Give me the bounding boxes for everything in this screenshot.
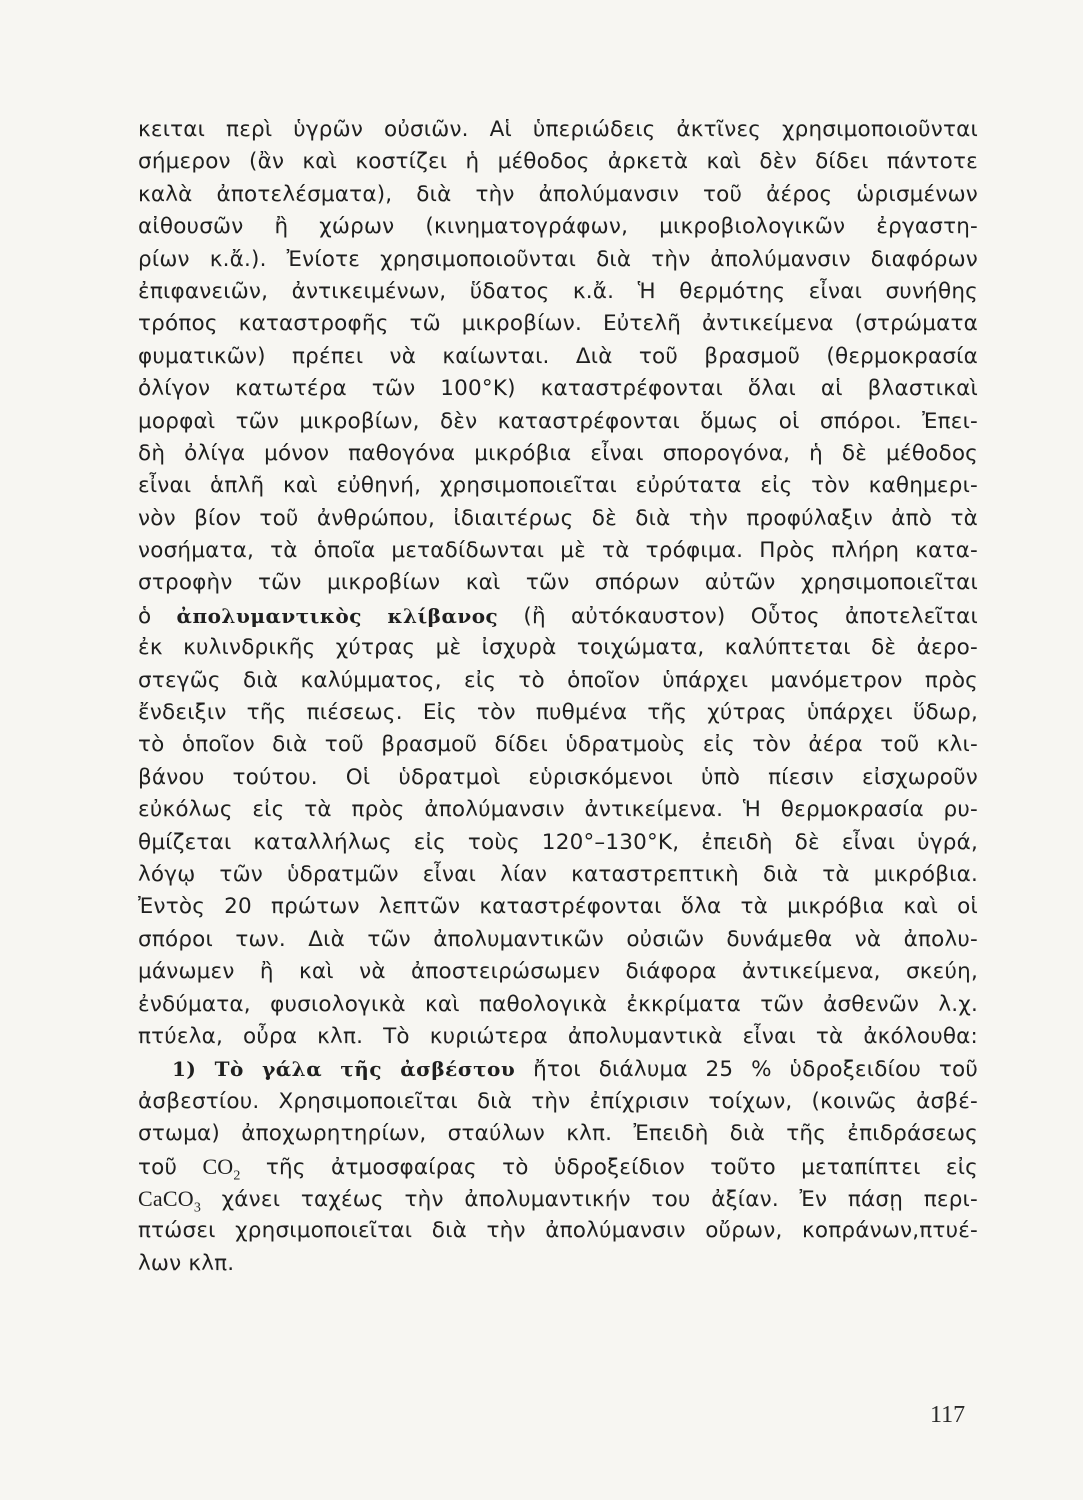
text-line-34 xyxy=(138,1183,978,1215)
text-line-11: δὴ ὀλίγα μόνον παθογόνα μικρόβια εἶναι σπορογόνα, ἡ δὲ μέθοδος xyxy=(138,440,978,466)
co2-lead: τοῦ xyxy=(138,1154,203,1180)
text-line-1: κειται περὶ ὑγρῶν οὐσιῶν. Αἱ ὑπεριώδεις ἀκτῖνες χρησιμοποιοῦνται xyxy=(138,117,978,142)
text-line-22: εὐκόλως εἰς τὰ πρὸς ἀπολύμανσιν ἀντικείμενα. Ἡ θερμοκρασία ρυ- xyxy=(138,797,978,823)
text-line-7: τρόπος καταστροφῆς τῶ μικροβίων. Εὐτελῆ ἀντικείμενα (στρώματα xyxy=(138,311,978,337)
text-line-27: μάνωμεν ἢ καὶ νὰ ἀποστειρώσωμεν διάφορα ἀντικείμενα, σκεύη, xyxy=(138,959,978,985)
text-line-9: ὀλίγον κατωτέρα τῶν 100°Κ) καταστρέφονται ὅλαι αἱ βλαστικαὶ xyxy=(138,376,978,402)
list-item-1 xyxy=(138,1053,978,1085)
text-line-35: πτώσει χρησιμοποιεῖται διὰ τὴν ἀπολύμανσιν οὔρων, κοπράνων,πτυέ- xyxy=(138,1218,978,1244)
text-line-12: εἶναι ἁπλῆ καὶ εὐθηνή, χρησιμοποιεῖται εὐρύτατα εἰς τὸν καθημερι- xyxy=(138,473,978,499)
text-line-4: αἰθουσῶν ἢ χώρων (κινηματογράφων, μικροβιολογικῶν ἐργαστη- xyxy=(138,214,978,240)
text-line-28: ἐνδύματα, φυσιολογικὰ καὶ παθολογικὰ ἐκκρίματα τῶν ἀσθενῶν λ.χ. xyxy=(138,991,978,1017)
text-line-31: ἀσβεστίου. Χρησιμοποιεῖται διὰ τὴν ἐπίχρισιν τοίχων, (κοινῶς ἀσβέ- xyxy=(138,1088,978,1114)
text-line-15: στροφὴν τῶν μικροβίων καὶ τῶν σπόρων αὐτῶν χρησιμοποιεῖται xyxy=(138,570,978,596)
line-16-rest: (ἢ αὐτόκαυστον) Οὗτος ἀποτελεῖται xyxy=(498,603,979,629)
bold-term-autoclave: ἀπολυμαντικὸς κλίβανος xyxy=(176,603,499,628)
text-line-19: ἔνδειξιν τῆς πιέσεως. Εἰς τὸν πυθμένα τῆς χύτρας ὑπάρχει ὕδωρ, xyxy=(138,700,978,726)
caco3-subscript: 3 xyxy=(193,1200,202,1216)
text-line-23: θμίζεται καταλλήλως εἰς τοὺς 120°–130°Κ, ἐπειδὴ δὲ εἶναι ὑγρά, xyxy=(138,829,978,855)
text-line-16 xyxy=(138,600,978,632)
text-line-10: μορφαὶ τῶν μικροβίων, δὲν καταστρέφονται ὅμως οἱ σπόροι. Ἐπει- xyxy=(138,408,978,434)
page-number: 117 xyxy=(930,1402,966,1428)
text-line-29: πτύελα, οὖρα κλπ. Τὸ κυριώτερα ἀπολυμαντικὰ εἶναι τὰ ἀκόλουθα: xyxy=(138,1023,978,1049)
list-item-1-rest: ἤτοι διάλυμα 25 % ὑδροξειδίου τοῦ xyxy=(515,1057,978,1083)
text-line-26: σπόροι των. Διὰ τῶν ἀπολυμαντικῶν οὐσιῶν δυνάμεθα νὰ ἀπολυ- xyxy=(138,926,978,952)
text-line-21: βάνου τούτου. Οἱ ὑδρατμοὶ εὑρισκόμενοι ὑπὸ πίεσιν εἰσχωροῦν xyxy=(138,764,978,790)
line-16-lead: ὁ xyxy=(138,603,177,629)
text-line-8: φυματικῶν) πρέπει νὰ καίωνται. Διὰ τοῦ βρασμοῦ (θερμοκρασία xyxy=(138,343,978,369)
body-text xyxy=(138,114,978,1280)
text-line-32: στωμα) ἀποχωρητηρίων, σταύλων κλπ. Ἐπειδὴ διὰ τῆς ἐπιδράσεως xyxy=(138,1121,978,1147)
text-line-25: Ἐντὸς 20 πρώτων λεπτῶν καταστρέφονται ὅλα τὰ μικρόβια καὶ οἱ xyxy=(138,894,978,920)
caco3-rest: χάνει ταχέως τὴν ἀπολυμαντικήν του ἀξίαν. Ἐν πάσῃ περι- xyxy=(201,1186,978,1212)
text-line-5: ρίων κ.ἄ.). Ἐνίοτε χρησιμοποιοῦνται διὰ τὴν ἀπολύμανσιν διαφόρων xyxy=(138,246,978,272)
co2-formula: CO xyxy=(202,1153,234,1179)
text-line-24: λόγῳ τῶν ὑδρατμῶν εἶναι λίαν καταστρεπτικὴ διὰ τὰ μικρόβια. xyxy=(138,861,978,887)
text-line-18: στεγῶς διὰ καλύμματος, εἰς τὸ ὁποῖον ὑπάρχει μανόμετρον πρὸς xyxy=(138,667,978,693)
bold-term-lime-milk: Τὸ γάλα τῆς ἀσβέστου xyxy=(214,1057,516,1082)
text-line-33 xyxy=(138,1151,978,1183)
text-line-17: ἐκ κυλινδρικῆς χύτρας μὲ ἰσχυρὰ τοιχώματα, καλύπτεται δὲ ἀερο- xyxy=(138,635,978,661)
text-line-2: σήμερον (ἂν καὶ κοστίζει ἡ μέθοδος ἀρκετὰ καὶ δὲν δίδει πάντοτε xyxy=(138,149,978,175)
text-line-36: λων κλπ. xyxy=(138,1250,235,1276)
caco3-formula: CaCO xyxy=(138,1185,194,1211)
co2-subscript: 2 xyxy=(233,1167,241,1183)
text-line-20: τὸ ὁποῖον διὰ τοῦ βρασμοῦ δίδει ὑδρατμοὺς εἰς τὸν ἀέρα τοῦ κλι- xyxy=(138,732,978,758)
text-line-3: καλὰ ἀποτελέσματα), διὰ τὴν ἀπολύμανσιν τοῦ ἀέρος ὡρισμένων xyxy=(138,181,978,207)
text-line-6: ἐπιφανειῶν, ἀντικειμένων, ὕδατος κ.ἄ. Ἡ θερμότης εἶναι συνήθης xyxy=(138,278,978,304)
list-item-1-number: 1) xyxy=(172,1057,215,1082)
text-line-13: νὸν βίον τοῦ ἀνθρώπου, ἰδιαιτέρως δὲ διὰ τὴν προφύλαξιν ἀπὸ τὰ xyxy=(138,505,978,531)
text-line-14: νοσήματα, τὰ ὁποῖα μεταδίδωνται μὲ τὰ τρόφιμα. Πρὸς πλήρη κατα- xyxy=(138,538,978,564)
co2-rest: τῆς ἀτμοσφαίρας τὸ ὑδροξείδιον τοῦτο μεταπίπτει εἰς xyxy=(240,1154,978,1180)
